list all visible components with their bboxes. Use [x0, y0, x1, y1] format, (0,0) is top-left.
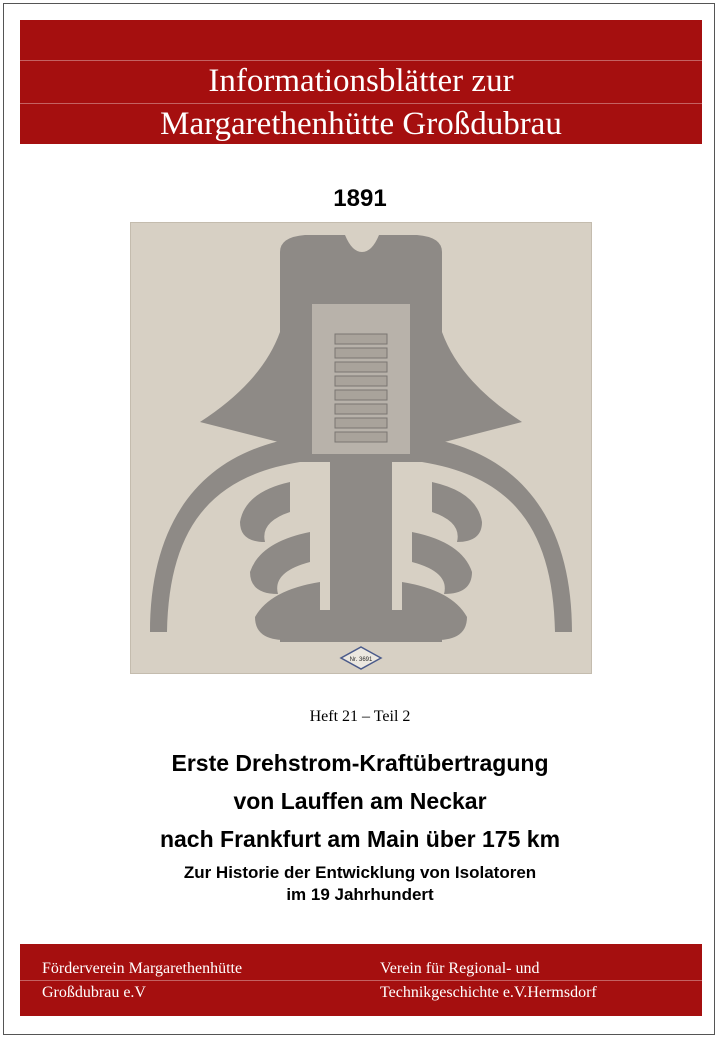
insulator-photo	[130, 222, 592, 674]
subtitle-line-1: Zur Historie der Entwicklung von Isolatoren	[183, 863, 537, 882]
footer-band	[20, 944, 702, 1016]
year-heading: 1891	[333, 185, 387, 212]
title-line-3: nach Frankfurt am Main über 175 km	[159, 826, 561, 852]
title-line-1: Erste Drehstrom-Kraftübertragung	[171, 750, 549, 776]
footer-right-line2: Technikgeschichte e.V.Hermsdorf	[380, 984, 597, 1001]
footer-rule	[20, 980, 702, 981]
header-title-line1: Informationsblätter zur	[208, 63, 514, 99]
issue-label: Heft 21 – Teil 2	[309, 708, 411, 725]
plate-label: Nr. 3691	[349, 657, 373, 663]
header-title-line2: Margarethenhütte Großdubrau	[160, 106, 562, 142]
footer-right-line1: Verein für Regional- und	[380, 960, 540, 977]
footer-left-line2: Großdubrau e.V	[42, 984, 146, 1001]
subtitle-line-2: im 19 Jahrhundert	[286, 885, 434, 904]
title-line-2: von Lauffen am Neckar	[233, 788, 487, 814]
insulator-drawing-icon	[130, 222, 592, 674]
header-band	[20, 20, 702, 144]
footer-left-line1: Förderverein Margarethenhütte	[42, 960, 243, 977]
